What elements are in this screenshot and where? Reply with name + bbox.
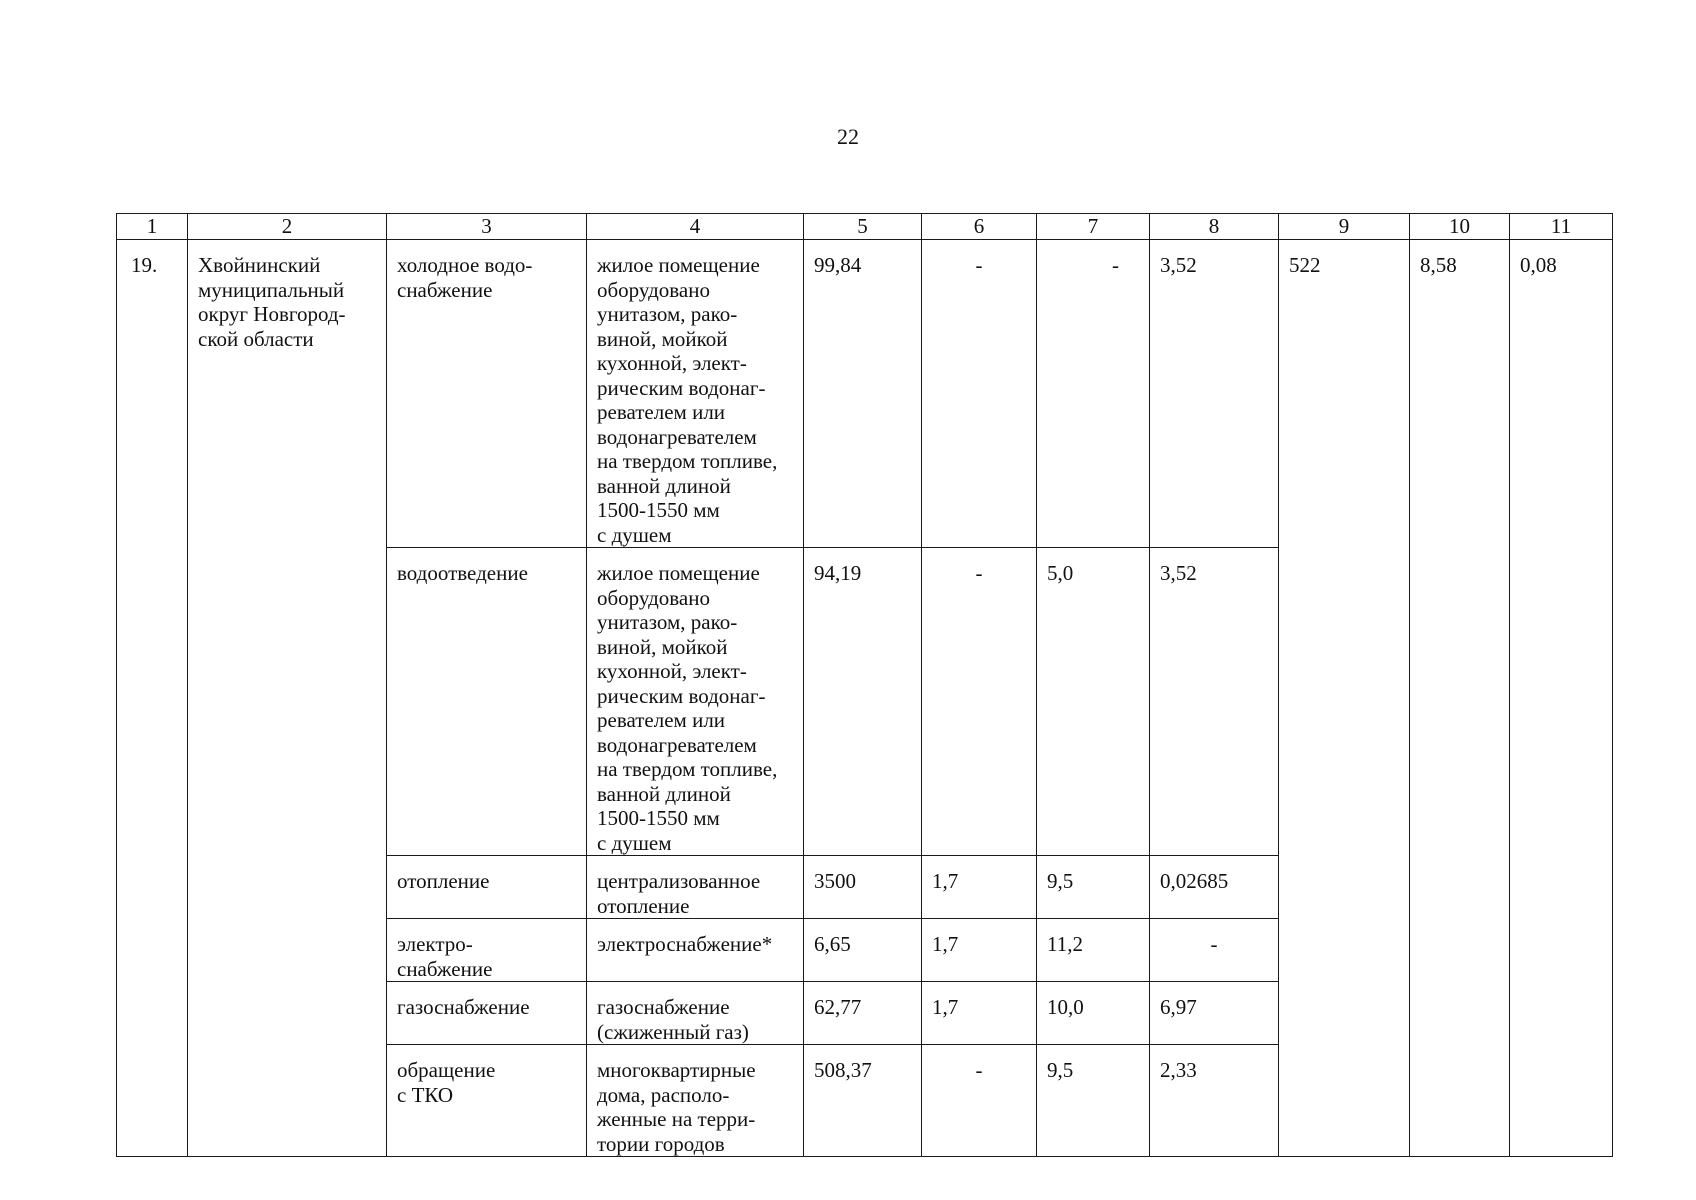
cell-col5: 62,77	[804, 982, 922, 1045]
cell-col6: -	[922, 1045, 1037, 1157]
column-number: 2	[188, 214, 387, 240]
column-number: 6	[922, 214, 1037, 240]
cell-col5: 3500	[804, 856, 922, 919]
column-number: 9	[1279, 214, 1410, 240]
cell-col5: 508,37	[804, 1045, 922, 1157]
cell-col5: 99,84	[804, 240, 922, 548]
table-row	[117, 240, 1613, 548]
service-name: холодное водо- снабжение	[387, 240, 587, 548]
region-name: Хвойнинский муниципальный округ Новгород- ской области	[188, 240, 387, 1157]
column-number: 5	[804, 214, 922, 240]
service-description: жилое помещение оборудовано унитазом, рако- виной, мойкой кухонной, элект- рическим водонаг- ревателем или водонагревателем на твердом топливе, ванной длиной 1500-1550 мм с душем	[587, 548, 804, 856]
cell-col8: -	[1150, 919, 1279, 982]
cell-col8: 3,52	[1150, 240, 1279, 548]
cell-col11: 0,08	[1510, 240, 1613, 1157]
column-number-row	[117, 214, 1613, 240]
cell-col9: 522	[1279, 240, 1410, 1157]
cell-col6: -	[922, 240, 1037, 548]
cell-col7: 10,0	[1037, 982, 1150, 1045]
cell-col6: -	[922, 548, 1037, 856]
service-name: водоотведение	[387, 548, 587, 856]
cell-col5: 94,19	[804, 548, 922, 856]
column-number: 11	[1510, 214, 1613, 240]
service-description: многоквартирные дома, располо- женные на терри- тории городов	[587, 1045, 804, 1157]
service-description: электроснабжение*	[587, 919, 804, 982]
service-description: газоснабжение (сжиженный газ)	[587, 982, 804, 1045]
cell-col5: 6,65	[804, 919, 922, 982]
cell-col6: 1,7	[922, 982, 1037, 1045]
cell-col7: 9,5	[1037, 1045, 1150, 1157]
service-description: централизованное отопление	[587, 856, 804, 919]
cell-col7: 9,5	[1037, 856, 1150, 919]
service-name: электро- снабжение	[387, 919, 587, 982]
cell-col8: 0,02685	[1150, 856, 1279, 919]
tariff-table	[116, 213, 1613, 1157]
service-name: отопление	[387, 856, 587, 919]
column-number: 1	[117, 214, 188, 240]
cell-col6: 1,7	[922, 856, 1037, 919]
cell-col7: 11,2	[1037, 919, 1150, 982]
column-number: 4	[587, 214, 804, 240]
cell-col6: 1,7	[922, 919, 1037, 982]
cell-col7: 5,0	[1037, 548, 1150, 856]
cell-col10: 8,58	[1410, 240, 1510, 1157]
service-name: обращение с ТКО	[387, 1045, 587, 1157]
service-name: газоснабжение	[387, 982, 587, 1045]
column-number: 10	[1410, 214, 1510, 240]
page-number: 22	[837, 124, 859, 149]
cell-col8: 2,33	[1150, 1045, 1279, 1157]
service-description: жилое помещение оборудовано унитазом, рако- виной, мойкой кухонной, элект- рическим водонаг- ревателем или водонагревателем на твердом топливе, ванной длиной 1500-1550 мм с душем	[587, 240, 804, 548]
cell-col7: -	[1037, 240, 1150, 548]
entry-number: 19.	[117, 240, 188, 1157]
column-number: 8	[1150, 214, 1279, 240]
column-number: 3	[387, 214, 587, 240]
cell-col8: 6,97	[1150, 982, 1279, 1045]
cell-col8: 3,52	[1150, 548, 1279, 856]
column-number: 7	[1037, 214, 1150, 240]
